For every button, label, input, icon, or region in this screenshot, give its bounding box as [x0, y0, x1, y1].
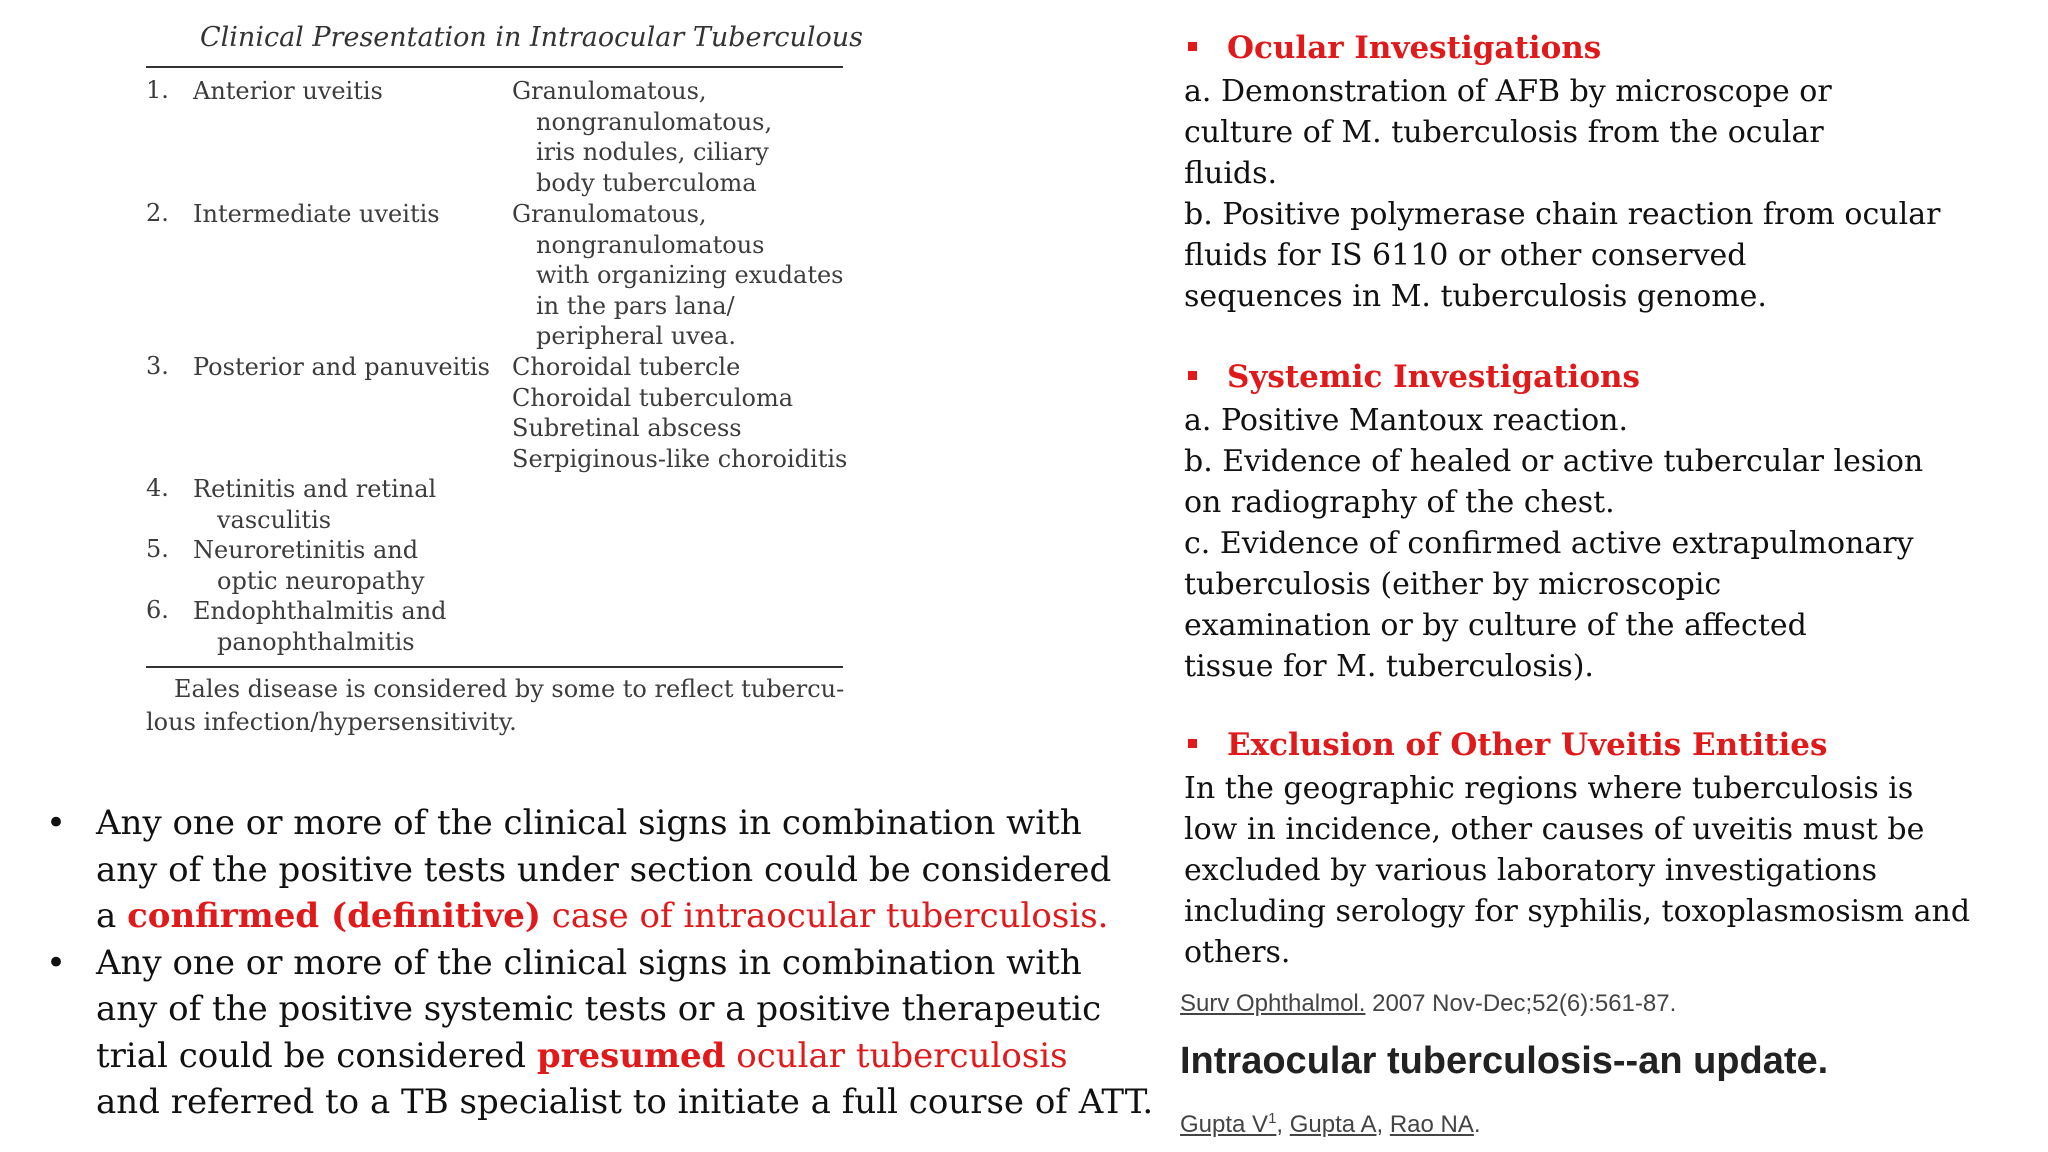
section-body-exclusion: In the geographic regions where tuberculosis is low in incidence, other causes of uveitis must be excluded by various laboratory investigations including serology for syphilis, toxoplasmosism and others. — [1184, 771, 1971, 970]
section-body-ocular: a. Demonstration of AFB by microscope or culture of M. tuberculosis from the ocular fluids. b. Positive polymerase chain reaction from ocular fluids for IS 6110 or other conserved sequences in M. tuberculosis genome. — [1184, 74, 1941, 314]
bullet-dot-icon: • — [46, 942, 67, 983]
row-condition: Neuroretinitis and optic neuropathy — [193, 536, 425, 595]
presumed-emphasis: presumed — [536, 1035, 726, 1076]
square-bullet-icon — [1188, 371, 1197, 380]
row-condition: Retinitis and retinal vasculitis — [193, 475, 437, 534]
row-number: 6. — [146, 596, 169, 624]
row-condition: Endophthalmitis and panophthalmitis — [193, 597, 447, 656]
citation-source: Surv Ophthalmol. 2007 Nov-Dec;52(6):561-87. — [1180, 990, 1677, 1017]
section-heading-ocular: Ocular Investigations — [1184, 28, 1601, 69]
row-number: 5. — [146, 535, 169, 563]
row-presentation: Choroidal tubercle Choroidal tuberculoma Subretinal abscess Serpiginous-like choroiditis — [512, 353, 848, 473]
table-bottom-rule — [146, 666, 843, 668]
list-item: • Any one or more of the clinical signs in combination with any of the positive systemic tests or a positive therapeutic trial could be considered presumed ocular tuberculosis and referred to a TB specialist to initiate a full course of ATT. — [46, 940, 1176, 1126]
author-link[interactable]: Rao NA — [1389, 1111, 1474, 1138]
row-number: 4. — [146, 474, 169, 502]
author-link[interactable]: Gupta A — [1289, 1111, 1377, 1138]
row-presentation: Granulomatous, nongranulomatous, iris nodules, ciliary body tuberculoma — [512, 77, 773, 197]
square-bullet-icon — [1188, 42, 1197, 51]
list-item: • Any one or more of the clinical signs in combination with any of the positive tests under section could be considered a confirmed (definitive) case of intraocular tuberculosis. — [46, 800, 1176, 940]
table-caption: Clinical Presentation in Intraocular Tuberculous — [200, 22, 864, 53]
row-number: 2. — [146, 199, 169, 227]
confirmed-emphasis: confirmed (definitive) — [127, 896, 541, 936]
bullet-dot-icon: • — [46, 803, 67, 843]
row-presentation: Granulomatous, nongranulomatous with organizing exudates in the pars lana/ peripheral uvea. — [512, 200, 844, 350]
citation-authors: Gupta $V^1$, Gupta A, Rao NA. — [1180, 1110, 1481, 1138]
row-condition: Anterior uveitis — [193, 77, 383, 105]
row-condition: Intermediate uveitis — [193, 200, 440, 228]
table-top-rule — [146, 66, 843, 68]
table-footnote: Eales disease is considered by some to reflect tubercu- lous infection/hypersensitivity. — [146, 675, 845, 736]
criteria-bullet-list — [46, 800, 1176, 1126]
row-number: 1. — [146, 76, 169, 104]
journal-link[interactable]: Surv Ophthalmol. — [1180, 990, 1366, 1017]
author-link[interactable]: Gupta $V^1$ — [1180, 1110, 1277, 1138]
section-heading-exclusion: Exclusion of Other Uveitis Entities — [1184, 725, 1827, 766]
section-body-systemic: a. Positive Mantoux reaction. b. Evidence of healed or active tubercular lesion on radiography of the chest. c. Evidence of confirmed active extrapulmonary tuberculosis (either by microscopic examination or by culture of the affected tissue for M. tuberculosis). — [1184, 403, 1924, 684]
row-condition: Posterior and panuveitis — [193, 353, 490, 381]
square-bullet-icon — [1188, 739, 1197, 748]
row-number: 3. — [146, 352, 169, 380]
citation-title: Intraocular tuberculosis--an update. — [1180, 1040, 1829, 1082]
section-heading-systemic: Systemic Investigations — [1184, 357, 1640, 398]
